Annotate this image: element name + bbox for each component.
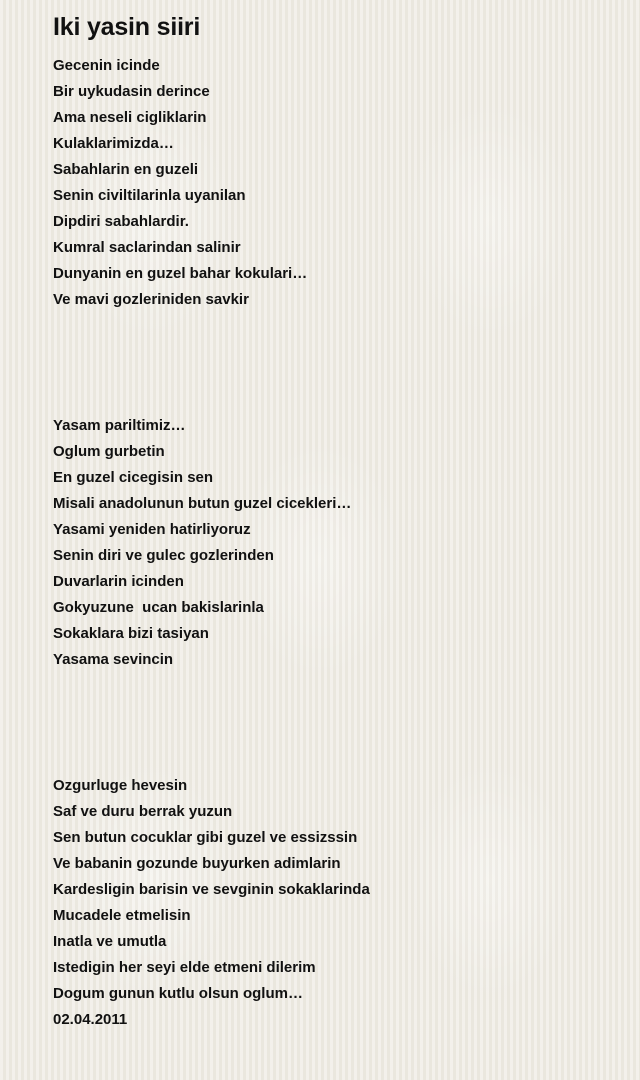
poem-line: Inatla ve umutla [53, 933, 167, 950]
poem-line: En guzel cicegisin sen [53, 469, 214, 486]
poem-line: Dunyanin en guzel bahar kokulari… [53, 265, 308, 282]
poem-line: Mucadele etmelisin [53, 907, 191, 924]
poem-line: Kulaklarimizda… [53, 135, 174, 152]
poem-title: Iki yasin siiri [53, 13, 201, 41]
stanza-2 [53, 413, 623, 673]
poem-line: Dipdiri sabahlardir. [53, 213, 189, 230]
poem-line: Sokaklara bizi tasiyan [53, 625, 209, 642]
poem-line: Ama neseli cigliklarin [53, 109, 207, 126]
poem-line: Duvarlarin icinden [53, 573, 184, 590]
poem-line: Kumral saclarindan salinir [53, 239, 241, 256]
poem-line: Kardesligin barisin ve sevginin sokaklarinda [53, 881, 370, 898]
poem-line: Saf ve duru berrak yuzun [53, 803, 233, 820]
poem-line: Ozgurluge hevesin [53, 777, 188, 794]
poem-line: Sen butun cocuklar gibi guzel ve essizssin [53, 829, 358, 846]
poem-line: Misali anadolunun butun guzel cicekleri… [53, 495, 352, 512]
poem-line: Senin diri ve gulec gozlerinden [53, 547, 274, 564]
poem-line: Gokyuzune ucan bakislarinla [53, 599, 264, 616]
poem-line: Yasami yeniden hatirliyoruz [53, 521, 251, 538]
poem-line: Yasam pariltimiz… [53, 417, 186, 434]
poem-page [53, 12, 623, 1033]
stanza-3 [53, 773, 623, 1033]
poem-line: Istedigin her seyi elde etmeni dilerim [53, 959, 316, 976]
poem-line: Gecenin icinde [53, 57, 160, 74]
poem-line: Oglum gurbetin [53, 443, 165, 460]
stanza-1 [53, 53, 623, 313]
poem-line: Senin civiltilarinla uyanilan [53, 187, 246, 204]
poem-line: Sabahlarin en guzeli [53, 161, 199, 178]
poem-date: 02.04.2011 [53, 1011, 128, 1028]
poem-line: Bir uykudasin derince [53, 83, 210, 100]
poem-line: Ve mavi gozleriniden savkir [53, 291, 249, 308]
poem-line: Yasama sevincin [53, 651, 174, 668]
poem-line: Ve babanin gozunde buyurken adimlarin [53, 855, 341, 872]
poem-line: Dogum gunun kutlu olsun oglum… [53, 985, 303, 1002]
